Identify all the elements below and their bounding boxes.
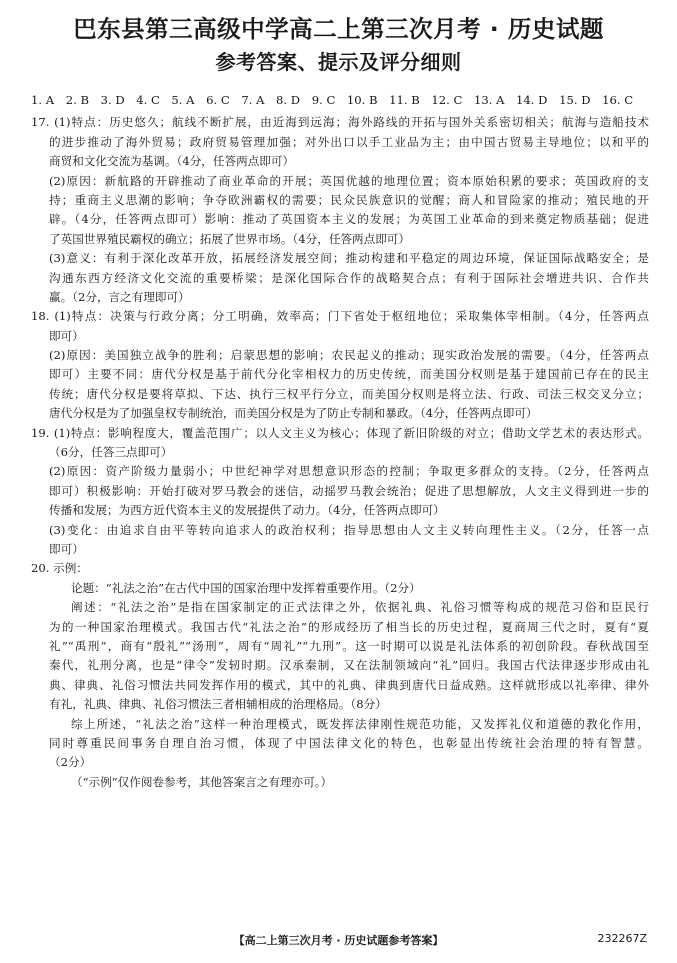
answer-content [31,91,649,792]
q17-line-3: 商贸和文化交流为基调。（4分，任答两点即可） [49,154,295,169]
q20-body-6: 有礼，礼典、律典、礼俗习惯法三者相辅相成的治理格局。（8分） [49,697,387,712]
page-footer [0,932,677,952]
q19-line-3: (2)原因：资产阶级力量弱小；中世纪神学对思想意识形态的控制；争取更多群众的支持。（2分，任答两点 [49,464,649,479]
q20-body-3: 礼”“禹刑”，商有“殷礼”“汤刑”，周有“周礼”“九刑”。这一时期可以说是礼法体系的初创阶段。春秋战国至 [49,638,649,653]
q17-line-5: 持；重商主义思潮的影响；争夺欧洲霸权的需要；民众民族意识的觉醒；商人和冒险家的推动；殖民地的开 [49,192,649,207]
q17-line-2: 的进步推动了海外贸易；政府贸易管理加强；对外出口以手工业品为主；由中国古贸易主导地位；以和平的 [49,134,649,149]
q17-line-4: (2)原因：新航路的开辟推动了商业革命的开展；英国优越的地理位置；资本原始积累的要求；英国政府的支 [49,173,649,188]
q19-line-2: （6分，任答三点即可） [49,445,173,460]
q19-line-1: 19. (1)特点：影响程度大，覆盖范围广；以人文主义为核心；体现了新旧阶级的对立；借助文学艺术的表达形式。 [31,425,649,440]
q18-line-5: 传统；唐代分权是要将草拟、下达、执行三权平行分立，而美国分权则是将立法、行政、司法三权交叉分立； [49,386,649,401]
mc-answers-line: 1. A 2. B 3. D 4. C 5. A 6. C 7. A 8. D 9. C 10. B 11. B 12. C 13. A 14. D 15. D 16. C [31,93,634,107]
q20-body-5: 典、律典、礼俗习惯法共同发挥作用的模式，其中的礼典、律典到唐代日益成熟。这样就形成以礼率律、律外 [49,677,649,692]
q20-conclusion-3: （2分） [49,755,92,770]
q20-body-2: 为的一种国家治理模式。我国古代“礼法之治”的形成经历了相当长的历史过程，夏商周三代之时，夏有“夏 [49,619,649,634]
q20-thesis: 论题：“礼法之治”在古代中国的国家治理中发挥着重要作用。（2分） [71,580,421,595]
q17-line-6: 辟。（4分，任答两点即可）影响：推动了英国资本主义的发展；为英国工业革命的到来奠定物质基础；促进 [49,212,649,227]
footer-title: 【高二上第三次月考 · 历史试题参考答案】 [233,934,444,947]
q18-line-6: 唐代分权是为了加强皇权专制统治，而美国分权是为了防止专制和暴政。（4分，任答两点即可） [49,406,538,421]
q18-line-1: 18. (1)特点：决策与行政分离；分工明确，效率高；门下省处于枢纽地位；采取集体宰相制。（4分，任答两点 [31,309,649,324]
page-subtitle: 参考答案、提示及评分细则 [215,50,462,74]
q18-line-4: 即可）主要不同：唐代分权是基于前代分化宰相权力的历史传统，而美国分权则是基于建国前已存在的民主 [49,367,649,382]
q20-body-4: 秦代，礼刑分离，也是“律令”发轫时期。汉承秦制，又在法制领域向“礼”回归。我国古代法律逐步形成由礼 [49,658,649,673]
q20-body-1: 阐述：“礼法之治”是指在国家制定的正式法律之外，依据礼典、礼俗习惯等构成的规范习俗和臣民行 [71,600,649,615]
q18-line-2: 即可） [49,328,84,343]
q20-conclusion-2: 同时尊重民间事务自理自治习惯，体现了中国法律文化的特色，也彰显出传统社会治理的特有智慧。 [49,735,649,750]
q19-line-6: (3)变化：由追求自由平等转向追求人的政治权利；指导思想由人文主义转向理性主义。（2分，任答一点 [49,522,649,537]
q17-line-8: (3)意义：有利于深化改革开放，拓展经济发展空间；推动构建和平稳定的周边环境，保证国际战略安全；是 [49,251,649,266]
q17-line-9: 沟通东西方经济文化交流的重要桥梁；是深化国际合作的战略契合点；有利于国际社会增进共识、合作共 [49,270,649,285]
q17-line-1: 17. (1)特点：历史悠久；航线不断扩展，由近海到远海；海外路线的开拓与国外关系密切相关；航海与造船技术 [31,115,649,130]
q20-conclusion-1: 综上所述，“礼法之治”这样一种治理模式，既发挥法律刚性规范功能，又发挥礼仪和道德的教化作用， [71,716,649,731]
q19-line-5: 传播和发展；为西方近代资本主义的发展提供了动力。（4分，任答两点即可） [49,503,445,518]
page-title: 巴东县第三高级中学高二上第三次月考 · 历史试题 [73,15,604,43]
q18-line-3: (2)原因：美国独立战争的胜利；启蒙思想的影响；农民起义的推动；现实政治发展的需要。（4分，任答两点 [49,348,649,363]
q20-note: （“示例”仅作阅卷参考，其他答案言之有理亦可。） [71,774,333,789]
document-code: 23226​7Z [597,932,647,945]
q20-heading: 20. 示例： [31,561,88,576]
q17-line-7: 了英国世界殖民霸权的确立；拓展了世界市场。（4分，任答两点即可） [49,231,410,246]
q19-line-4: 即可）积极影响：开始打破对罗马教会的迷信，动摇罗马教会统治；促进了思想解放，人文主义得到进一步的 [49,483,649,498]
q19-line-7: 即可） [49,541,84,556]
q17-line-10: 赢。（2分，言之有理即可） [49,289,190,304]
